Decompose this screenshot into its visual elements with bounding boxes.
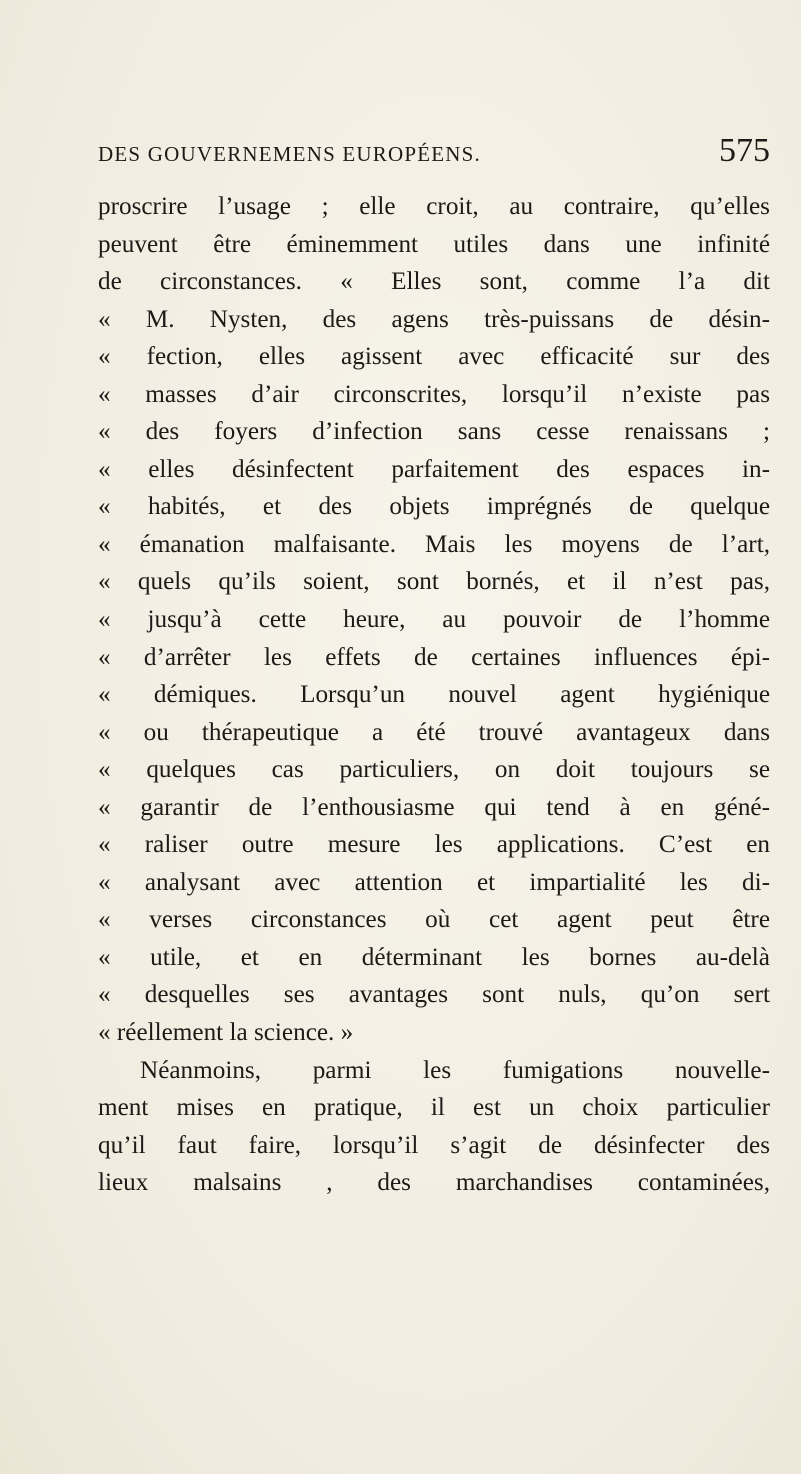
text-line: « quels qu’ils soient, sont bornés, et il n’est pas, [98,568,770,596]
text-line: « émanation malfaisante. Mais les moyens de l’art, [98,530,770,558]
body-text [98,188,770,1202]
text-line: « d’arrêter les effets de certaines influences épi- [98,643,770,671]
text-line: « des foyers d’infection sans cesse renaissans ; [98,418,770,446]
running-title: DES GOUVERNEMENS EUROPÉENS. [98,142,482,166]
text-line: de circonstances. « Elles sont, comme l’a dit [98,268,770,296]
text-line: « utile, et en déterminant les bornes au-delà [98,943,770,971]
text-line: qu’il faut faire, lorsqu’il s’agit de désinfecter des [98,1131,770,1159]
text-line: « quelques cas particuliers, on doit toujours se [98,756,770,784]
running-head [98,132,770,178]
text-line: « masses d’air circonscrites, lorsqu’il n’existe pas [98,380,770,408]
text-line: « ou thérapeutique a été trouvé avantageux dans [98,718,770,746]
text-line: « elles désinfectent parfaitement des espaces in- [98,455,770,483]
text-line: lieux malsains , des marchandises contaminées, [98,1169,770,1197]
text-line: « habités, et des objets imprégnés de quelque [98,493,770,521]
text-line: « raliser outre mesure les applications. C’est en [98,831,770,859]
text-line: « garantir de l’enthousiasme qui tend à en géné- [98,793,770,821]
page-number: 575 [719,132,770,169]
text-line: « réellement la science. » [98,1019,354,1047]
text-line: « M. Nysten, des agens très-puissans de désin- [98,305,770,333]
text-line: proscrire l’usage ; elle croit, au contraire, qu’elles [98,193,770,220]
text-line: « fection, elles agissent avec efficacité sur des [98,343,770,371]
text-line: « analysant avec attention et impartialité les di- [98,868,770,896]
text-line: « verses circonstances où cet agent peut être [98,906,770,934]
text-line: « desquelles ses avantages sont nuls, qu’on sert [98,981,770,1009]
text-line: ment mises en pratique, il est un choix particulier [98,1094,770,1122]
paragraph-start-line: Néanmoins, parmi les fumigations nouvelle- [140,1056,770,1084]
text-line: peuvent être éminemment utiles dans une infinité [98,230,770,258]
text-line: « démiques. Lorsqu’un nouvel agent hygiénique [98,681,770,709]
text-line: « jusqu’à cette heure, au pouvoir de l’homme [98,606,770,634]
